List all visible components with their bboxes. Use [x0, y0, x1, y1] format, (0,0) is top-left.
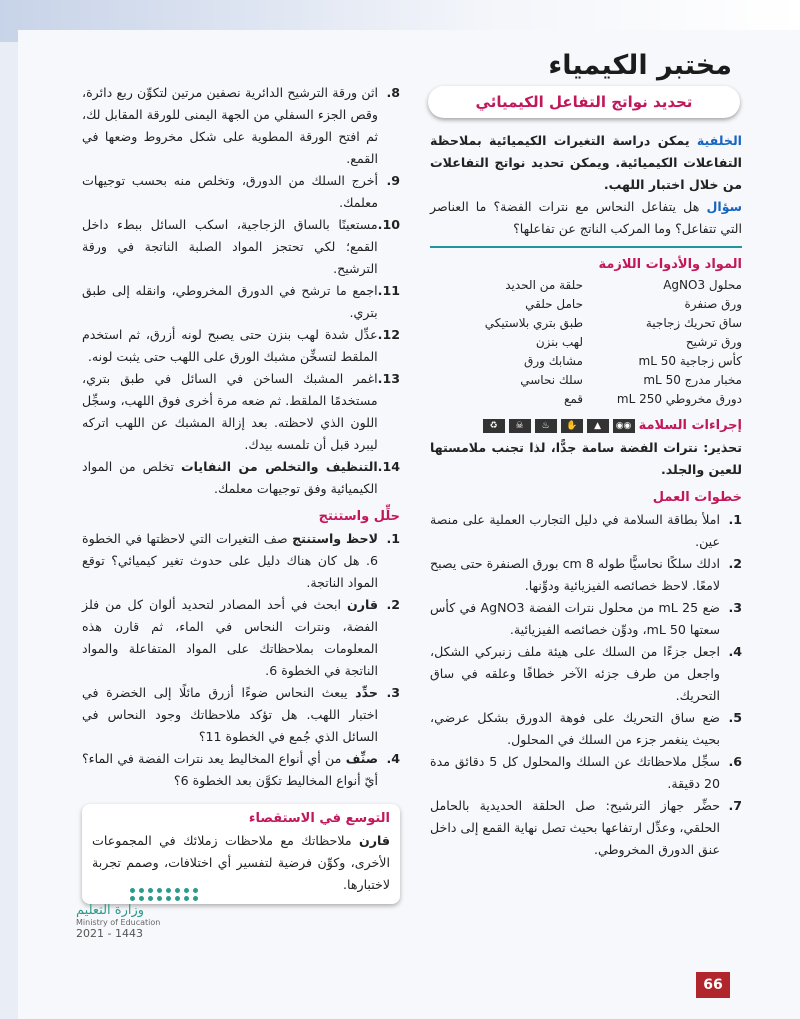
coat-icon: ▲ — [587, 419, 609, 433]
background-text: يمكن دراسة التغيرات الكيميائية بملاحظة التفاعلات الكيميائية. ويمكن تحديد نواتج التفاعلات من خلال اختبار اللهب. — [430, 133, 742, 192]
procedure-steps-a — [430, 509, 742, 861]
cleanup-step — [82, 456, 400, 500]
analysis-list — [82, 528, 400, 792]
procedure-step — [82, 170, 400, 214]
material-item: مشابك ورق — [524, 354, 583, 368]
edition-year: 2021 - 1443 — [76, 927, 143, 940]
step-number: 13. — [377, 371, 400, 386]
left-column — [82, 82, 400, 904]
material-item: محلول AgNO3 — [663, 278, 742, 292]
ministry-logo — [76, 888, 216, 960]
material-item: قمع — [563, 392, 583, 406]
step-text: ضع 25 mL من محلول نترات الفضة AgNO3 في كأس سعتها 50 mL، ودوِّن خصائصه الفيزيائية. — [430, 600, 720, 637]
analysis-item — [82, 682, 400, 748]
step-number: 14. — [377, 459, 400, 474]
question-text: هل يتفاعل النحاس مع نترات الفضة؟ ما العناصر التي تتفاعل؟ وما المركب الناتج عن تفاعلها؟ — [430, 199, 742, 236]
step-number: 9. — [386, 173, 400, 188]
analysis-body: ابحث في أحد المصادر لتحديد ألوان كل من فلز الفضة، ونترات النحاس في الماء، ثم قارن هذه المعلومات بملاحظاتك على المواد المتفاعلة والمواد الناتجة في الخطوة 6. — [82, 597, 378, 678]
ministry-name: وزارة التعليم — [76, 903, 145, 918]
analysis-item — [82, 528, 400, 594]
analysis-label: صنِّف — [345, 751, 378, 766]
analysis-text — [82, 682, 378, 748]
step-text: عدِّل شدة لهب بنزن حتى يصبح لونه أزرق، ثم استخدم الملقط لتسخِّن مشبك الورق على اللهب حتى يثبت لونه. — [82, 327, 378, 364]
analysis-number: 2. — [386, 597, 400, 612]
step-text: أخرج السلك من الدورق، وتخلص منه بحسب توجيهات معلمك. — [82, 173, 378, 210]
procedure-step — [430, 509, 742, 553]
material-item: ساق تحريك زجاجية — [645, 316, 742, 330]
analysis-number: 4. — [386, 751, 400, 766]
procedure-step — [82, 214, 400, 280]
material-item: حامل حلقي — [525, 297, 583, 311]
analysis-text — [82, 748, 378, 792]
analysis-heading: حلِّل واستنتج — [318, 509, 400, 524]
safety-row — [430, 415, 742, 437]
step-number: 3. — [728, 600, 742, 615]
page-title: مختبر الكيمياء — [548, 50, 732, 81]
disposal-icon: ♻ — [483, 419, 505, 433]
inquiry-text — [92, 830, 390, 896]
step-text: املأ بطاقة السلامة في دليل التجارب العملية على منصة عين. — [430, 512, 720, 549]
step-number: 1. — [728, 512, 742, 527]
safety-warning: تحذير: نترات الفضة سامة جدًّا، لذا تجنب ملامستها للعين والجلد. — [430, 440, 742, 477]
material-item: سلك نحاسي — [520, 373, 583, 387]
material-item: ورق ترشيح — [685, 335, 742, 349]
textbook-page — [18, 30, 800, 1019]
step-number: 7. — [728, 798, 742, 813]
analysis-text — [82, 528, 378, 594]
analysis-text — [82, 594, 378, 682]
procedure-step — [82, 324, 400, 368]
analysis-number: 1. — [386, 531, 400, 546]
material-item: حلقة من الحديد — [505, 278, 583, 292]
material-item: دورق مخروطي 250 mL — [616, 392, 742, 406]
step-number: 10. — [377, 217, 400, 232]
inquiry-label: قارن — [359, 833, 390, 848]
cleanup-text: تخلص من المواد الكيميائية وفق توجيهات معلمك. — [82, 459, 378, 496]
step-text: مستعينًا بالساق الزجاجية، اسكب السائل ببطء داخل القمع؛ لكي تحتجز المواد الصلبة الناتجة في ورقة الترشيح. — [82, 217, 378, 276]
step-number: 4. — [728, 644, 742, 659]
step-number: 12. — [377, 327, 400, 342]
cleanup-label: التنظيف والتخلص من النفايات — [180, 459, 378, 474]
step-number: 8. — [386, 85, 400, 100]
analysis-number: 3. — [386, 685, 400, 700]
step-text: اثن ورقة الترشيح الدائرية نصفين مرتين لتكوِّن ربع دائرة، وقص الجزء السفلي من الجهة اليمنى للورقة المقابل لك، ثم افتح الورقة المطوية على شكل مخروط وضعها في القمع. — [82, 85, 378, 166]
procedure-step — [430, 641, 742, 707]
goggles-icon: ◉◉ — [613, 419, 635, 433]
procedure-step — [430, 795, 742, 861]
material-item: لهب بنزن — [535, 335, 583, 349]
step-number: 6. — [728, 754, 742, 769]
procedure-step — [82, 280, 400, 324]
procedure-step — [430, 707, 742, 751]
ministry-english: Ministry of Education — [76, 918, 161, 927]
material-item: ورق صنفرة — [684, 297, 742, 311]
section-divider — [430, 246, 742, 248]
step-text: اجعل جزءًا من السلك على هيئة ملف زنبركي الشكل، واجعل من طرف جزئه الآخر خطافًا وعلقه في ساق التحريك. — [430, 644, 720, 703]
materials-heading: المواد والأدوات اللازمة — [598, 257, 742, 272]
step-text: اغمر المشبك الساخن في السائل في طبق بتري، مستخدمًا الملقط. ثم ضعه مرة أخرى فوق اللهب، وسجِّل اللون الذي لاحظته. بعد إزالة المشبك عن اللهب اتركه ليبرد قبل أن تلمسه بيدك. — [82, 371, 378, 452]
procedure-step — [82, 82, 400, 170]
toxic-icon: ☠ — [509, 419, 531, 433]
analysis-item — [82, 594, 400, 682]
step-text: ضع ساق التحريك على فوهة الدورق بشكل عرضي، بحيث ينغمر جزء من السلك في المحلول. — [430, 710, 720, 747]
lab-subtitle — [428, 86, 740, 118]
step-number: 2. — [728, 556, 742, 571]
hand-icon: ✋ — [561, 419, 583, 433]
step-text: ادلك سلكًا نحاسيًّا طوله 8 cm بورق الصنفرة حتى يصبح لامعًا. لاحظ خصائصه الفيزيائية ودوِّنها. — [430, 556, 720, 593]
procedure-step — [430, 597, 742, 641]
background-label: الخلفية — [696, 133, 742, 148]
analysis-body: من أي أنواع المخاليط يعد نترات الفضة في الماء؟ أيّ أنواع المخاليط تكوَّن بعد الخطوة 6؟ — [82, 751, 378, 788]
analysis-body: يبعث النحاس ضوءًا أزرق مائلًا إلى الخضرة في اختبار اللهب. هل تؤكد ملاحظاتك وجود النحاس في السائل الذي جُمع في الخطوة 11؟ — [82, 685, 378, 744]
analysis-body: صف التغيرات التي لاحظتها في الخطوة 6. هل كان هناك دليل على حدوث تغير كيميائي؟ توقع المواد الناتجة. — [82, 531, 378, 590]
procedure-step — [430, 553, 742, 597]
question-paragraph — [430, 196, 742, 240]
procedure-heading: خطوات العمل — [652, 490, 742, 505]
step-text: حضِّر جهاز الترشيح: صل الحلقة الحديدية بالحامل الحلقي، وعدِّل ارتفاعها بحيث تصل نهاية القمع إلى داخل عنق الدورق المخروطي. — [430, 798, 720, 857]
step-number: 11. — [377, 283, 400, 298]
ministry-logo-dots — [130, 888, 216, 901]
analysis-item — [82, 748, 400, 792]
right-column — [430, 130, 742, 861]
procedure-steps-b — [82, 82, 400, 500]
step-text: سجِّل ملاحظاتك عن السلك والمحلول كل 5 دقائق مدة 20 دقيقة. — [430, 754, 721, 791]
lab-subtitle-text: تحديد نواتج التفاعل الكيميائي — [475, 93, 693, 111]
safety-heading: إجراءات السلامة — [638, 418, 742, 433]
procedure-step — [82, 368, 400, 456]
step-number: 5. — [728, 710, 742, 725]
analysis-label: قارن — [347, 597, 378, 612]
inquiry-heading: التوسع في الاستقصاء — [248, 811, 390, 826]
question-label: سؤال — [706, 199, 742, 214]
inquiry-body: ملاحظاتك مع ملاحظات زملائك في المجموعات الأخرى، وكوِّن فرضية لتفسير أي اختلافات، وصمم تجربة لاختبارها. — [92, 833, 390, 892]
step-text: اجمع ما ترشح في الدورق المخروطي، وانقله إلى طبق بتري. — [82, 283, 378, 320]
page-number: 66 — [696, 972, 730, 998]
flame-icon: ♨ — [535, 419, 557, 433]
material-item: طبق بتري بلاستيكي — [484, 316, 583, 330]
material-item: كأس زجاجية 50 mL — [638, 354, 742, 368]
step-text — [82, 456, 378, 500]
analysis-label: لاحظ واستنتج — [292, 531, 379, 546]
analysis-label: حدِّد — [355, 685, 378, 700]
material-item: مخبار مدرج 50 mL — [643, 373, 742, 387]
background-paragraph — [430, 130, 742, 196]
procedure-step — [430, 751, 742, 795]
materials-list — [430, 276, 742, 409]
